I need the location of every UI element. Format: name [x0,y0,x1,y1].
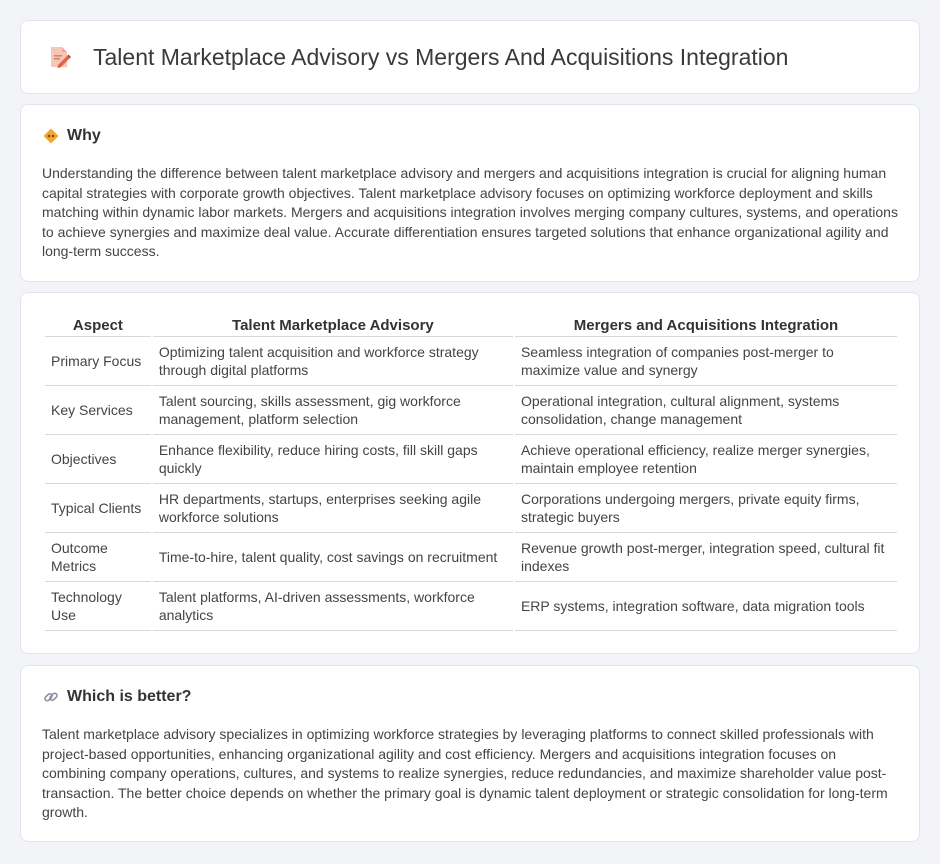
talent-cell: Talent platforms, AI-driven assessments, workforce analytics [153,582,513,631]
aspect-cell: Outcome Metrics [45,533,151,582]
table-row [45,533,897,582]
ma-cell: ERP systems, integration software, data migration tools [515,582,897,631]
column-header-mergers-acquisitions: Mergers and Acquisitions Integration [515,317,897,337]
aspect-cell: Objectives [45,435,151,484]
talent-cell: Talent sourcing, skills assessment, gig workforce management, platform selection [153,386,513,435]
ma-cell: Corporations undergoing mergers, private equity firms, strategic buyers [515,484,897,533]
talent-cell: Time-to-hire, talent quality, cost savings on recruitment [153,533,513,582]
table-row [45,337,897,386]
comparison-card [20,292,920,654]
table-row [45,435,897,484]
which-is-better-body: Talent marketplace advisory specializes in optimizing workforce strategies by leveraging platforms to connect skilled professionals with project-based opportunities, enhancing organizational agility and cost efficiency. Mergers and acquisitions integration focuses on combining company operations, cultures, and systems to realize synergies, reduce redundancies, and maximize shareholder value post-transaction. The better choice depends on whether the primary goal is dynamic talent deployment or strategic consolidation for long-term growth. [42,726,888,821]
column-header-talent-marketplace: Talent Marketplace Advisory [153,317,513,337]
table-row [45,484,897,533]
ma-cell: Operational integration, cultural alignment, systems consolidation, change management [515,386,897,435]
aspect-cell: Technology Use [45,582,151,631]
aspect-cell: Primary Focus [45,337,151,386]
which-is-better-title: Which is better? [67,688,192,705]
talent-cell: Optimizing talent acquisition and workforce strategy through digital platforms [153,337,513,386]
why-body: Understanding the difference between talent marketplace advisory and mergers and acquisitions integration is crucial for aligning human capital strategies with corporate growth objectives. Talent marketplace advisory focuses on optimizing workforce deployment and skills matching within dynamic labor markets. Mergers and acquisitions integration involves merging company cultures, systems, and operations to achieve synergies and maximize deal value. Accurate differentiation ensures targeted solutions that enhance organizational agility and long-term success. [42,165,898,260]
aspect-cell: Typical Clients [45,484,151,533]
talent-cell: Enhance flexibility, reduce hiring costs, fill skill gaps quickly [153,435,513,484]
talent-cell: HR departments, startups, enterprises seeking agile workforce solutions [153,484,513,533]
which-is-better-section [20,665,920,842]
ma-cell: Achieve operational efficiency, realize merger synergies, maintain employee retention [515,435,897,484]
ma-cell: Seamless integration of companies post-merger to maximize value and synergy [515,337,897,386]
title-card [20,20,920,94]
document-pencil-icon [47,45,71,69]
why-section [20,104,920,282]
table-row [45,386,897,435]
aspect-cell: Key Services [45,386,151,435]
ma-cell: Revenue growth post-merger, integration speed, cultural fit indexes [515,533,897,582]
link-icon [43,689,59,705]
comparison-table [43,317,899,631]
table-row [45,582,897,631]
page-title: Talent Marketplace Advisory vs Mergers And Acquisitions Integration [93,43,789,70]
why-title: Why [67,127,101,144]
column-header-aspect: Aspect [45,317,151,337]
table-header-row [45,317,897,337]
diamond-badge-icon [43,128,59,144]
